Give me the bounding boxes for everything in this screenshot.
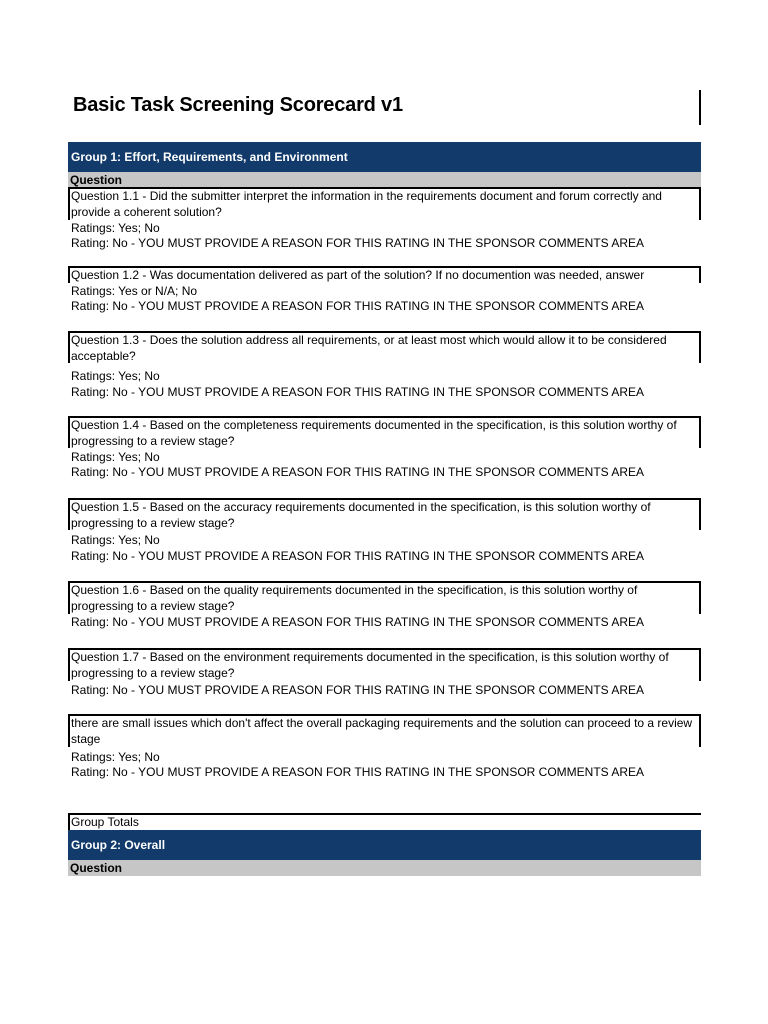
question-1-5-rating-no: Rating: No - YOU MUST PROVIDE A REASON FOR THIS RATING IN THE SPONSOR COMMENTS AREA xyxy=(71,549,644,563)
question-1-4-rating-no: Rating: No - YOU MUST PROVIDE A REASON FOR THIS RATING IN THE SPONSOR COMMENTS AREA xyxy=(71,465,644,479)
title-rule xyxy=(699,90,701,125)
question-1-5-text: Question 1.5 - Based on the accuracy requirements documented in the specification, is this solution worthy of progressing to a review stage? xyxy=(68,498,701,530)
question-1-2-rating-no: Rating: No - YOU MUST PROVIDE A REASON FOR THIS RATING IN THE SPONSOR COMMENTS AREA xyxy=(71,299,644,313)
question-1-3-text: Question 1.3 - Does the solution address all requirements, or at least most which would allow it to be considered acceptable? xyxy=(68,331,701,363)
question-1-2-ratings: Ratings: Yes or N/A; No xyxy=(71,284,198,298)
question-1-7-text: Question 1.7 - Based on the environment requirements documented in the specification, is this solution worthy of progressing to a review stage? xyxy=(68,648,701,681)
question-1-8-rating-no: Rating: No - YOU MUST PROVIDE A REASON FOR THIS RATING IN THE SPONSOR COMMENTS AREA xyxy=(71,765,644,779)
question-1-6-text: Question 1.6 - Based on the quality requirements documented in the specification, is this solution worthy of progressing to a review stage? xyxy=(68,581,701,614)
question-1-8-text: there are small issues which don't affect the overall packaging requirements and the solution can proceed to a review stage xyxy=(68,714,701,747)
question-1-6-rating-no: Rating: No - YOU MUST PROVIDE A REASON FOR THIS RATING IN THE SPONSOR COMMENTS AREA xyxy=(71,615,644,629)
question-1-4-ratings: Ratings: Yes; No xyxy=(71,450,160,464)
question-1-4-text: Question 1.4 - Based on the completeness requirements documented in the specification, is this solution worthy of progressing to a review stage? xyxy=(68,416,701,448)
question-1-1-ratings: Ratings: Yes; No xyxy=(71,221,160,235)
question-1-1-text: Question 1.1 - Did the submitter interpret the information in the requirements document and forum correctly and provide a coherent solution? xyxy=(68,187,701,220)
group-1-totals: Group Totals xyxy=(68,813,701,830)
question-1-1-rating-no: Rating: No - YOU MUST PROVIDE A REASON FOR THIS RATING IN THE SPONSOR COMMENTS AREA xyxy=(71,236,644,250)
group-1-question-column-header: Question xyxy=(68,172,701,188)
page-title: Basic Task Screening Scorecard v1 xyxy=(73,94,403,116)
group-2-question-column-header: Question xyxy=(68,860,701,876)
question-1-3-ratings: Ratings: Yes; No xyxy=(71,369,160,383)
question-1-3-rating-no: Rating: No - YOU MUST PROVIDE A REASON FOR THIS RATING IN THE SPONSOR COMMENTS AREA xyxy=(71,385,644,399)
group-2-header: Group 2: Overall xyxy=(68,830,701,860)
question-1-7-rating-no: Rating: No - YOU MUST PROVIDE A REASON FOR THIS RATING IN THE SPONSOR COMMENTS AREA xyxy=(71,683,644,697)
question-1-2-text: Question 1.2 - Was documentation delivered as part of the solution? If no documention was needed, answer xyxy=(68,266,701,283)
question-1-5-ratings: Ratings: Yes; No xyxy=(71,533,160,547)
question-1-8-ratings: Ratings: Yes; No xyxy=(71,750,160,764)
group-1-header: Group 1: Effort, Requirements, and Environment xyxy=(68,142,701,172)
